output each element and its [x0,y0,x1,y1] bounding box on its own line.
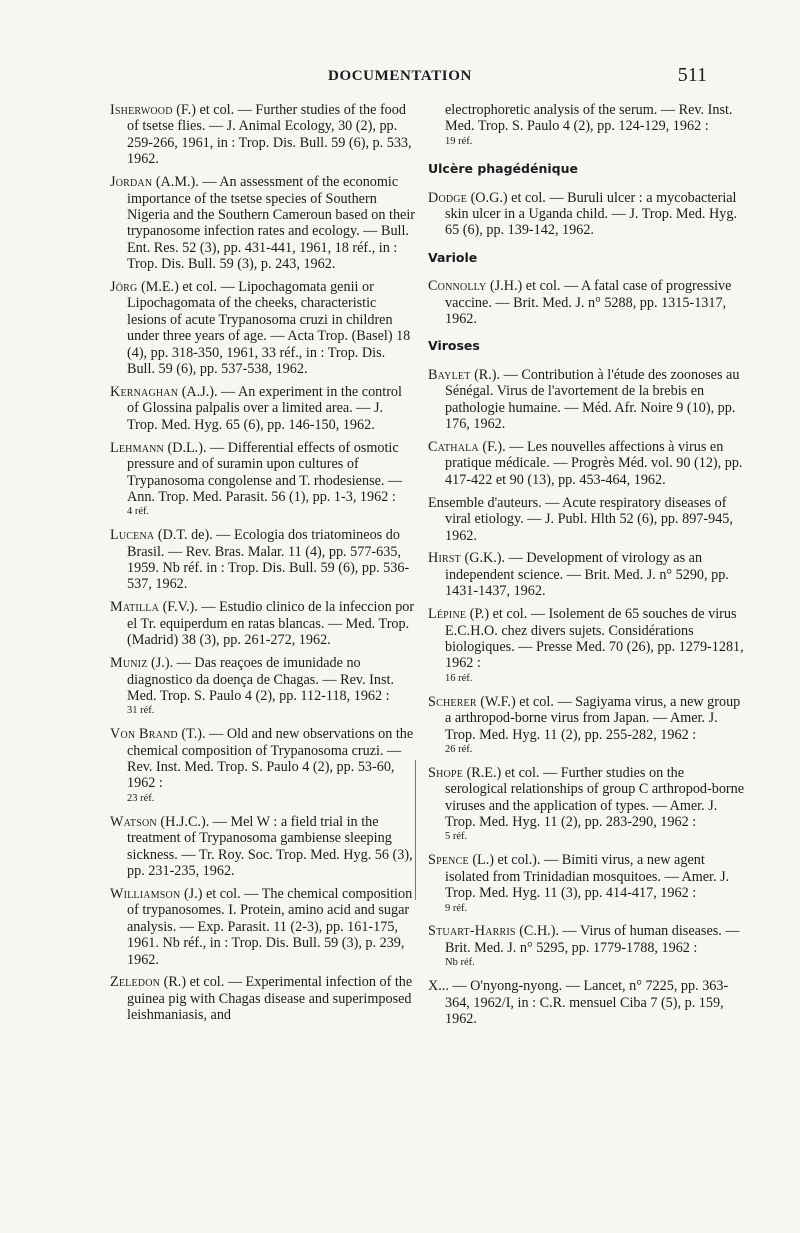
reference-count: 23 réf. [127,792,155,804]
bibliography-entry [428,694,748,759]
left-column [110,102,416,1030]
entry-author: Matilla [110,599,160,616]
bibliography-entry [110,174,416,272]
bibliography-entry [428,923,748,971]
sections [428,161,748,1027]
bibliography-entry [110,527,416,593]
entry-author: Kernaghan [110,384,179,400]
entry-author: Connolly [428,278,487,295]
entry-citation: (L.) et col.). — Bimiti virus, a new agent isolated from Trinidadian mosquitoes. — Amer. J. Trop. Med. Hyg. 11 (3), pp. 414-417, 1962 : [445,852,730,902]
entry-citation: (J.H.) et col. — A fatal case of progressive vaccine. — Brit. Med. J. n° 5288, pp. 1315-1317, 1962. [445,278,732,328]
section-heading: Ulcère phagédénique [428,161,578,177]
entry-author: Spence [428,852,469,869]
right-column [428,102,748,1034]
bibliography-entry [110,599,416,648]
entry-citation: Ensemble d'auteurs. — Acute respiratory diseases of viral etiology. — J. Publ. Hlth 52 (6), pp. 897-945, 1962. [428,494,733,544]
entry-author: Muniz [110,655,148,672]
bibliography-entry [110,279,416,377]
entry-citation: (J.) et col. — The chemical composition of trypanosomes. I. Protein, amino acid and sugar analysis. — Exp. Parasit. 11 (2-3), pp. 161-175, 1961. Nb réf., in : Trop. Dis. Bull. 59 (3), p. 239, 1962. [127,885,413,968]
bibliography-entry [428,606,748,687]
entry-citation: (H.J.C.). — Mel W : a field trial in the treatment of Trypanosoma gambiense sleeping sickness. — Tr. Roy. Soc. Trop. Med. Hyg. 56 (3), pp. 231-235, 1962. [127,813,413,879]
bibliography-entry [428,550,748,599]
bibliography-entry [110,655,416,720]
entry-citation: (W.F.) et col. — Sagiyama virus, a new group a arthropod-borne virus from Japan. — Amer. J. Trop. Med. Hyg. 11 (2), pp. 255-282, 1962 : [445,693,741,743]
entry-citation: (O.G.) et col. — Buruli ulcer : a mycobacterial skin ulcer in a Uganda child. — J. Trop. Med. Hyg. 65 (6), pp. 139-142, 1962. [445,189,737,239]
entry-citation: (A.M.). — An assessment of the economic importance of the tsetse species of Southern Nigeria and the Southern Cameroun based on their trypanosome infection rates and ecology. — Bull. Ent. Res. 52 (3), pp. 431-441, 1961, 18 réf., in : Trop. Dis. Bull. 59 (3), p. 243, 1962. [127,174,416,273]
entry-citation: (D.L.). — Differential effects of osmotic pressure and of suramin upon cultures of Trypanosoma congolense and T. rhodesiense. — Ann. Trop. Med. Parasit. 56 (1), pp. 1-3, 1962 : [127,439,403,505]
entry-author: Zeledon [110,974,161,991]
reference-count: 5 réf. [445,831,468,843]
reference-count: 9 réf. [445,902,468,914]
entry-citation: (G.K.). — Development of virology as an independent science. — Brit. Med. J. n° 5290, pp. 1431-1437, 1962. [445,550,729,600]
entry-author: Jörg [110,279,138,296]
reference-count: 16 réf. [445,672,473,684]
entry-citation: (F.). — Les nouvelles affections à virus en pratique médicale. — Progrès Méd. vol. 90 (12), pp. 417-422 et 90 (13), pp. 453-464, 1962. [445,439,743,488]
bibliography-entry [110,814,416,880]
entry-author: Jordan [110,174,153,191]
continued-entry [428,102,748,150]
entry-citation: (T.). — Old and new observations on the chemical composition of Trypanosoma cruzi. — Rev. Inst. Med. Trop. S. Paulo 4 (2), pp. 53-60, 1962 : [127,726,414,792]
bibliography-entry [110,440,416,521]
reference-count: 31 réf. [127,705,155,717]
entry-author: Watson [110,813,157,830]
bibliography-entry [110,886,416,968]
bibliography-entry [428,978,748,1027]
entry-citation: (M.E.) et col. — Lipochagomata genii or Lipochagomata of the cheeks, characteristic lesions of acute Trypanosoma cruzi in children under three years of age. — Acta Trop. (Basel) 18 (4), pp. 318-350, 1961, 33 réf., in : Trop. Dis. Bull. 59 (6), pp. 537-538, 1962. [127,279,411,378]
entry-citation: (F.) et col. — Further studies of the food of tsetse flies. — J. Animal Ecology, 30 (2), pp. 259-266, 1961, in : Trop. Dis. Bull. 59 (6), p. 533, 1962. [127,102,412,168]
running-title: DOCUMENTATION [328,68,472,84]
entry-citation: (D.T. de). — Ecologia dos triatomineos do Brasil. — Rev. Bras. Malar. 11 (4), pp. 577-635, 1959. Nb réf. in : Trop. Dis. Bull. 59 (6), pp. 536-537, 1962. [127,527,410,593]
bibliography-entry [428,495,748,544]
bibliography-entry [110,726,416,807]
entry-citation: (R.E.) et col. — Further studies on the serological relationships of group C arthropod-borne viruses and the application of types. — Amer. J. Trop. Med. Hyg. 11 (2), pp. 283-290, 1962 : [445,764,745,831]
bibliography-entry [428,852,748,917]
page-number: 511 [677,64,707,86]
reference-count: 26 réf. [445,743,473,755]
entry-author: Dodge [428,189,468,206]
entry-citation: (P.) et col. — Isolement de 65 souches de virus E.C.H.O. chez divers sujets. Considérations biologiques. — Presse Med. 70 (26), pp. 1279-1281, 1962 : [445,606,744,672]
entry-citation: (C.H.). — Virus of human diseases. — Brit. Med. J. n° 5295, pp. 1779-1788, 1962 : [445,923,740,956]
bibliography-entry [110,102,416,168]
entry-author: Lehmann [110,439,164,456]
reference-count: 4 réf. [127,506,150,518]
bibliography-entry [428,765,748,846]
entry-citation: (F.V.). — Estudio clinico de la infeccion por el Tr. equiperdum en ratas blancas. — Med. Trop. (Madrid) 38 (3), pp. 261-272, 1962. [127,599,415,649]
entry-author: Isherwood [110,102,173,118]
page-header [0,64,800,88]
reference-count: 19 réf. [445,135,473,147]
section-heading: Variole [428,249,478,265]
entry-citation: (R.) et col. — Experimental infection of the guinea pig with Chagas disease and superimposed leishmaniasis, and [127,974,413,1024]
entry-text: electrophoretic analysis of the serum. — Rev. Inst. Med. Trop. S. Paulo 4 (2), pp. 124-129, 1962 : [445,102,733,135]
entry-citation: X... — O'nyong-nyong. — Lancet, n° 7225, pp. 363-364, 1962/I, in : C.R. mensuel Ciba 7 (5), p. 159, 1962. [428,978,729,1027]
bibliography-entry [110,974,416,1023]
bibliography-entry [428,278,748,327]
entry-citation: (J.). — Das reaçoes de imunidade no diagnostico da doença de Chagas. — Rev. Inst. Med. Trop. S. Paulo 4 (2), pp. 112-118, 1962 : [127,655,394,704]
entry-author: Stuart-Harris [428,923,516,940]
entry-author: Lucena [110,527,155,544]
entry-author: Scherer [428,693,477,710]
section-heading: Viroses [428,338,480,354]
bibliography-entry [428,190,748,239]
entry-author: Lépine [428,606,467,623]
bibliography-entry [110,384,416,433]
bibliography-entry [428,367,748,433]
entry-author: Hirst [428,550,461,567]
entry-author: Von Brand [110,726,178,743]
entry-author: Williamson [110,885,181,902]
entry-author: Cathala [428,439,479,455]
column-divider [415,760,416,900]
entry-author: Shope [428,764,464,781]
entry-author: Baylet [428,366,471,383]
bibliography-entry [428,439,748,488]
reference-count: Nb réf. [445,957,475,969]
entry-citation: (A.J.). — An experiment in the control of Glossina palpalis over a limited area. — J. Trop. Med. Hyg. 65 (6), pp. 146-150, 1962. [127,384,402,433]
entry-citation: (R.). — Contribution à l'étude des zoonoses au Sénégal. Virus de l'avortement de la brebis en pathologie humaine. — Méd. Afr. Noire 9 (10), pp. 176, 1962. [445,366,740,433]
